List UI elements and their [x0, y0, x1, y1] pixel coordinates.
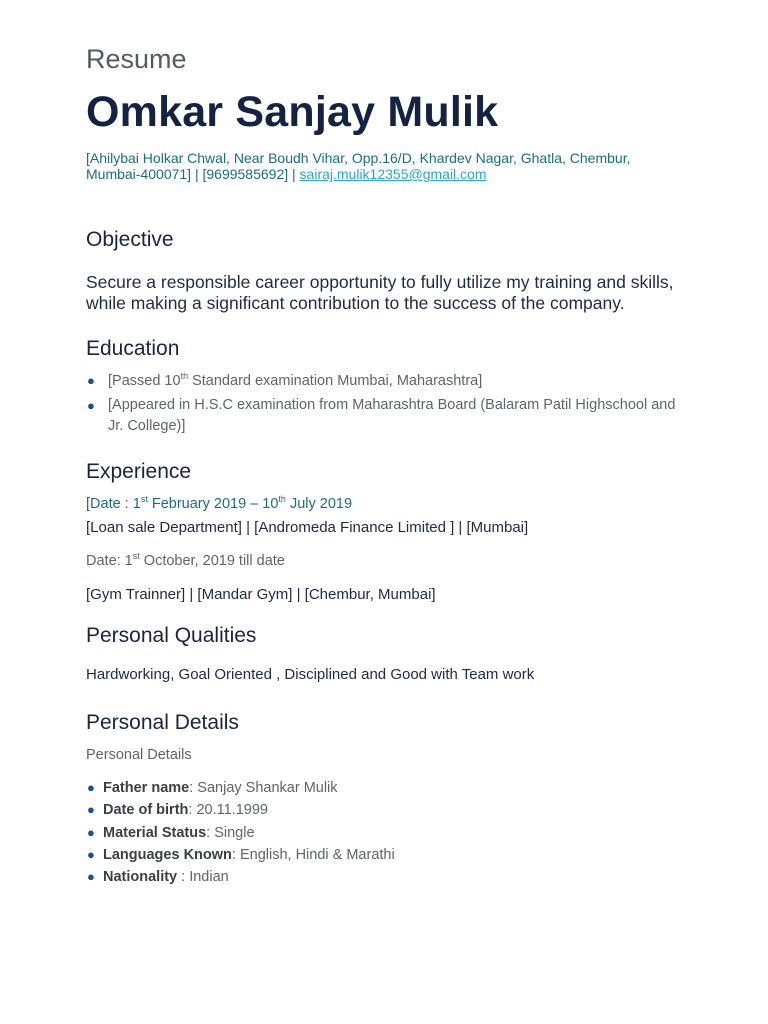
bullet-icon: ●: [87, 373, 95, 388]
bullet-icon: ●: [87, 846, 95, 862]
job1-date: [Date : 1st February 2019 – 10th July 2019: [86, 494, 353, 512]
document-label: Resume: [86, 44, 187, 74]
list-item: ● [Passed 10th Standard examination Mumbai, Maharashtra]: [87, 371, 483, 389]
candidate-name: Omkar Sanjay Mulik: [86, 88, 499, 136]
bullet-icon: ●: [87, 869, 95, 885]
details-list: [86, 779, 395, 890]
list-item: ● Date of birth: 20.11.1999: [87, 802, 268, 819]
details-heading: Personal Details: [86, 711, 239, 734]
list-item: ● Material Status: Single: [87, 824, 255, 841]
list-item: ● Nationality : Indian: [87, 869, 229, 886]
list-item: ● [Appeared in H.S.C examination from Maharashtra Board (Balaram Patil Highschool and Jr. College)]: [87, 397, 676, 434]
email-link[interactable]: sairaj.mulik12355@gmail.com: [299, 166, 487, 182]
objective-text: Secure a responsible career opportunity to fully utilize my training and skills, while making a significant contribution to the success of the company.: [86, 272, 674, 313]
list-item: ● Languages Known: English, Hindi & Marathi: [87, 846, 395, 863]
list-item: ● Father name: Sanjay Shankar Mulik: [87, 780, 338, 796]
objective-heading: Objective: [86, 228, 174, 251]
contact-info: [86, 150, 686, 182]
qualities-text: Hardworking, Goal Oriented , Disciplined and Good with Team work: [86, 666, 535, 683]
bullet-icon: ●: [87, 824, 95, 840]
bullet-icon: ●: [87, 780, 95, 795]
education-list: [86, 372, 686, 437]
experience-heading: Experience: [86, 460, 192, 483]
details-subheading: Personal Details: [86, 747, 192, 763]
job2-detail: [Gym Trainner] | [Mandar Gym] | [Chembur, Mumbai]: [86, 586, 436, 603]
job2-date: Date: 1st October, 2019 till date: [86, 551, 285, 569]
qualities-heading: Personal Qualities: [86, 624, 257, 647]
job1-detail: [Loan sale Department] | [Andromeda Finance Limited ] | [Mumbai]: [86, 519, 529, 536]
address-phone: [Ahilybai Holkar Chwal, Near Boudh Vihar, Opp.16/D, Khardev Nagar, Ghatla, Chembur, Mumbai-400071] | [9699585692] |: [86, 150, 631, 182]
bullet-icon: ●: [87, 398, 95, 413]
education-heading: Education: [86, 337, 180, 360]
bullet-icon: ●: [87, 802, 95, 818]
